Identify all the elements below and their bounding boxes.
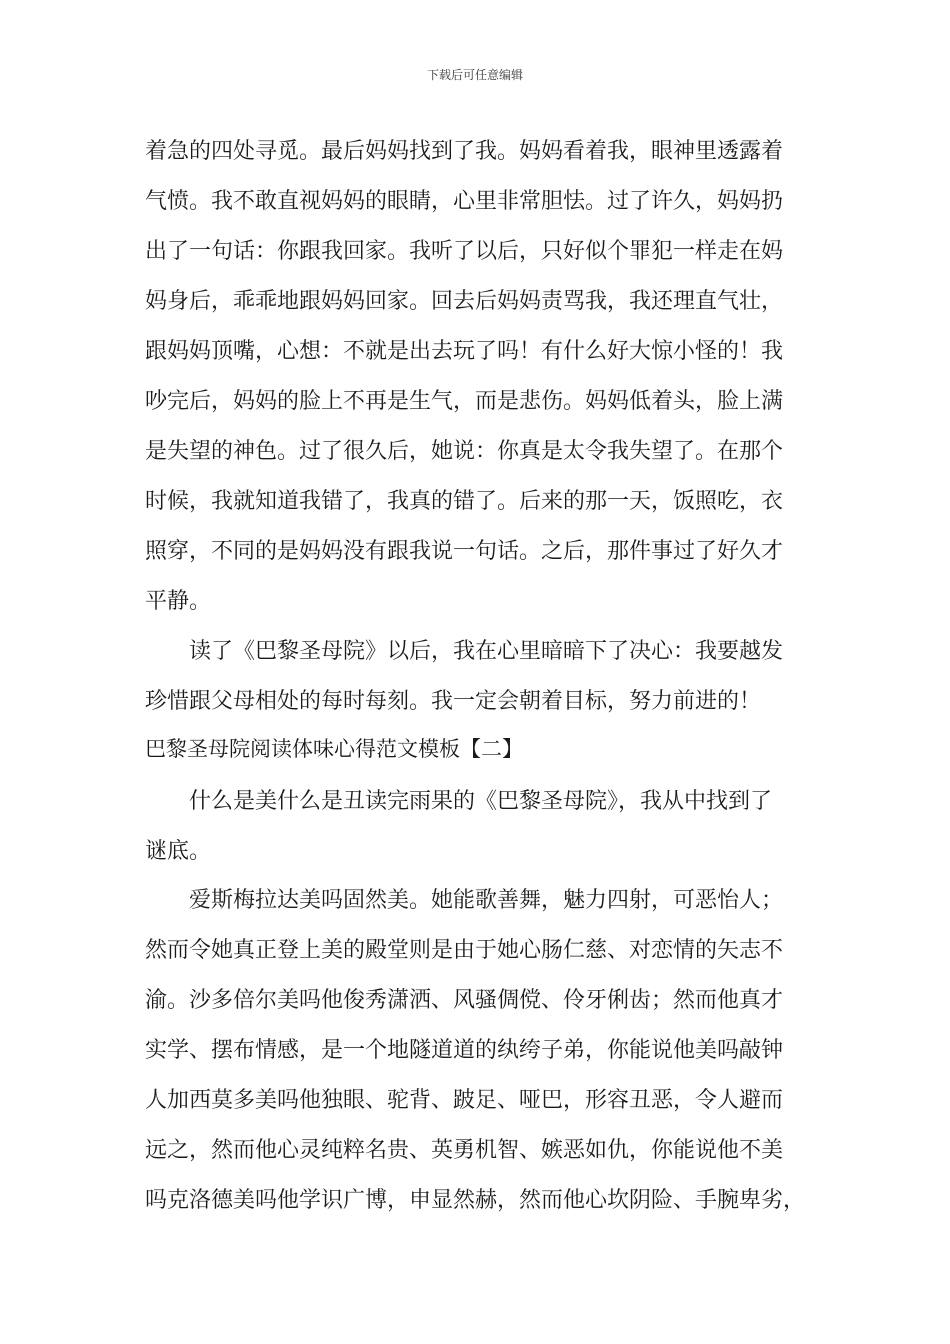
section-heading: 巴黎圣母院阅读体味心得范文模板【二】 — [145, 737, 523, 761]
body-line: 照穿，不同的是妈妈没有跟我说一句话。之后，那件事过了好久才 — [145, 539, 784, 564]
body-line: 时候，我就知道我错了，我真的错了。后来的那一天，饭照吃，衣 — [145, 489, 784, 514]
body-line: 吗克洛德美吗他学识广博，申显然赫，然而他心坎阴险、手腕卑劣， — [145, 1188, 806, 1213]
body-line: 谜底。 — [145, 839, 212, 864]
body-line: 是失望的神色。过了很久后，她说：你真是太令我失望了。在那个 — [145, 439, 784, 464]
body-line: 读了《巴黎圣母院》以后，我在心里暗暗下了决心：我要越发 — [189, 639, 784, 664]
body-line: 出了一句话：你跟我回家。我听了以后，只好似个罪犯一样走在妈 — [145, 239, 784, 264]
body-line: 渝。沙多倍尔美吗他俊秀潇洒、风骚倜傥、伶牙俐齿；然而他真才 — [145, 988, 784, 1013]
body-line: 爱斯梅拉达美吗固然美。她能歌善舞，魅力四射，可恶怡人； — [189, 888, 784, 913]
body-line: 什么是美什么是丑读完雨果的《巴黎圣母院》，我从中找到了 — [189, 789, 773, 814]
body-line: 跟妈妈顶嘴，心想：不就是出去玩了吗！有什么好大惊小怪的！我 — [145, 339, 784, 364]
body-line: 着急的四处寻觅。最后妈妈找到了我。妈妈看着我，眼神里透露着 — [145, 139, 784, 164]
body-line: 然而令她真正登上美的殿堂则是由于她心肠仁慈、对恋情的矢志不 — [145, 938, 784, 963]
body-line: 平静。 — [145, 589, 212, 614]
body-line: 远之，然而他心灵纯粹名贵、英勇机智、嫉恶如仇，你能说他不美 — [145, 1138, 784, 1163]
body-line: 气愤。我不敢直视妈妈的眼睛，心里非常胆怯。过了许久，妈妈扔 — [145, 189, 784, 214]
page-header-note: 下载后可任意编辑 — [426, 68, 523, 82]
body-line: 人加西莫多美吗他独眼、驼背、跛足、哑巴，形容丑恶，令人避而 — [145, 1088, 784, 1113]
body-line: 珍惜跟父母相处的每时每刻。我一定会朝着目标，努力前进的！ — [145, 689, 762, 714]
body-line: 吵完后，妈妈的脸上不再是生气，而是悲伤。妈妈低着头，脸上满 — [145, 389, 784, 414]
body-line: 实学、摆布情感，是一个地隧道道的纨绔子弟，你能说他美吗敲钟 — [145, 1038, 784, 1063]
body-line: 妈身后，乖乖地跟妈妈回家。回去后妈妈责骂我，我还理直气壮， — [145, 289, 784, 314]
